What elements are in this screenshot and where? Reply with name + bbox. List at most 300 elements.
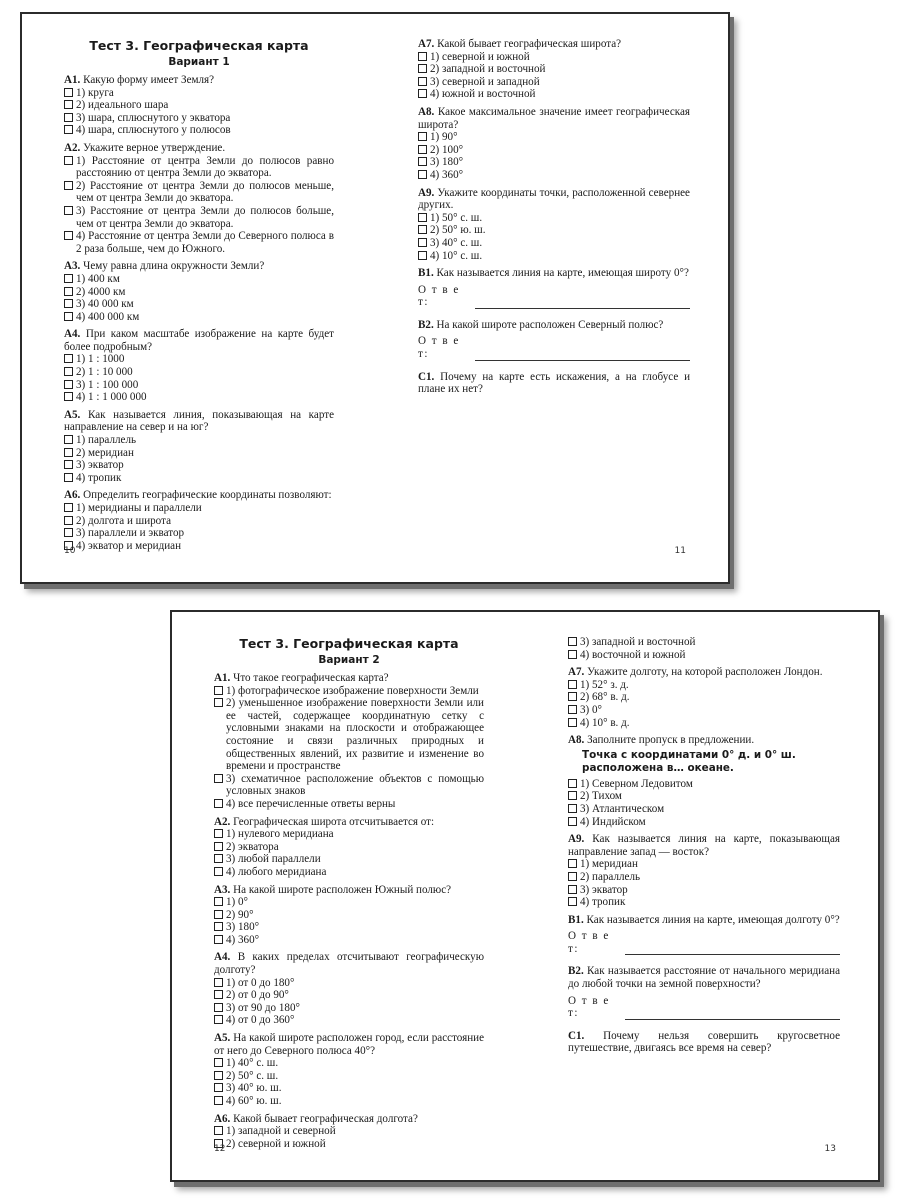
checkbox[interactable] bbox=[568, 779, 577, 788]
answer-option bbox=[214, 1057, 484, 1070]
answer-option bbox=[64, 124, 334, 137]
question-number: А4. bbox=[64, 328, 81, 341]
option-text: 1) западной и северной bbox=[226, 1125, 336, 1138]
question-text bbox=[214, 672, 484, 685]
checkbox[interactable] bbox=[568, 817, 577, 826]
question-number: А7. bbox=[418, 38, 435, 50]
variant-title: Вариант 1 bbox=[168, 56, 230, 68]
answer-option bbox=[418, 169, 690, 182]
question-text bbox=[418, 267, 690, 280]
checkbox[interactable] bbox=[214, 774, 223, 783]
answer-option bbox=[418, 156, 690, 169]
option-text: 4) от 0 до 360° bbox=[226, 1014, 295, 1027]
answer-option bbox=[214, 1095, 484, 1108]
question-number: А3. bbox=[214, 883, 231, 896]
option-text: 3) любой параллели bbox=[226, 853, 321, 866]
answer-option bbox=[214, 853, 484, 866]
question-text bbox=[214, 1113, 484, 1126]
checkbox[interactable] bbox=[214, 1003, 223, 1012]
option-text: 3) северной и западной bbox=[430, 75, 540, 88]
checkbox[interactable] bbox=[568, 897, 577, 906]
checkbox[interactable] bbox=[64, 312, 73, 321]
question-number: А8. bbox=[568, 734, 585, 747]
option-text: 2) экватора bbox=[226, 840, 279, 853]
question-text bbox=[418, 38, 690, 51]
answer-option bbox=[214, 773, 484, 798]
option-text: 2) от 0 до 90° bbox=[226, 989, 289, 1002]
answer-option bbox=[418, 51, 690, 64]
checkbox[interactable] bbox=[64, 100, 73, 109]
checkbox[interactable] bbox=[214, 1058, 223, 1067]
question-text bbox=[568, 734, 840, 747]
question-text bbox=[64, 260, 334, 273]
checkbox[interactable] bbox=[214, 867, 223, 876]
option-text: 2) параллель bbox=[580, 870, 641, 883]
question-label: Как называется линия на карте, имеющая широту 0°? bbox=[436, 267, 689, 280]
checkbox[interactable] bbox=[568, 692, 577, 701]
checkbox[interactable] bbox=[64, 435, 73, 444]
option-text: 2) 4000 км bbox=[76, 285, 126, 298]
question-label: Заполните пропуск в предложении. bbox=[587, 734, 755, 747]
question-label: Как называется расстояние от начального меридиана до любой точки на земной поверхности? bbox=[568, 965, 840, 991]
answer-option bbox=[214, 685, 484, 698]
checkbox[interactable] bbox=[214, 978, 223, 987]
page-left bbox=[214, 636, 484, 1155]
question bbox=[214, 951, 484, 1027]
checkbox[interactable] bbox=[64, 299, 73, 308]
question bbox=[418, 38, 690, 101]
checkbox[interactable] bbox=[214, 1126, 223, 1135]
answer-option bbox=[214, 1002, 484, 1015]
option-text: 4) 360° bbox=[226, 933, 260, 946]
option-text: 2) 100° bbox=[430, 143, 464, 156]
checkbox[interactable] bbox=[418, 157, 427, 166]
checkbox[interactable] bbox=[64, 367, 73, 376]
answer-option bbox=[418, 88, 690, 101]
answer-option bbox=[64, 353, 334, 366]
question-text bbox=[214, 884, 484, 897]
answer-label: О т в е т: bbox=[568, 930, 610, 955]
checkbox[interactable] bbox=[64, 231, 73, 240]
question bbox=[568, 734, 840, 828]
checkbox[interactable] bbox=[418, 77, 427, 86]
option-text: 3) 40 000 км bbox=[76, 298, 134, 311]
question-number: А1. bbox=[214, 672, 231, 684]
continued-options bbox=[568, 636, 840, 661]
answer-option bbox=[64, 447, 334, 460]
answer-option bbox=[64, 366, 334, 379]
option-text: 1) от 0 до 180° bbox=[226, 976, 295, 989]
question bbox=[214, 672, 484, 811]
answer-option bbox=[64, 311, 334, 324]
checkbox[interactable] bbox=[64, 113, 73, 122]
checkbox[interactable] bbox=[214, 686, 223, 695]
question-number: С1. bbox=[568, 1029, 585, 1042]
answer-option bbox=[64, 502, 334, 515]
option-text: 4) 400 000 км bbox=[76, 310, 140, 323]
spread-variant-2 bbox=[170, 610, 880, 1182]
answer-option bbox=[568, 649, 840, 662]
option-text: 1) 52° з. д. bbox=[580, 678, 629, 691]
checkbox[interactable] bbox=[568, 637, 577, 646]
option-text: 3) Атлантическом bbox=[580, 802, 665, 815]
checkbox[interactable] bbox=[64, 354, 73, 363]
question-label: Как называется линия на карте, имеющая долготу 0°? bbox=[586, 913, 840, 926]
question bbox=[64, 409, 334, 485]
answer-option bbox=[568, 691, 840, 704]
answer-field bbox=[418, 284, 690, 309]
answer-option bbox=[214, 866, 484, 879]
question-number: С1. bbox=[418, 370, 435, 383]
checkbox[interactable] bbox=[568, 650, 577, 659]
answer-option bbox=[214, 1070, 484, 1083]
checkbox[interactable] bbox=[418, 89, 427, 98]
test-title: Тест 3. Географическая карта bbox=[239, 636, 459, 651]
checkbox[interactable] bbox=[214, 842, 223, 851]
answer-option bbox=[214, 921, 484, 934]
checkbox[interactable] bbox=[64, 156, 73, 165]
answer-line[interactable] bbox=[475, 298, 690, 309]
question-label: Чему равна длина окружности Земли? bbox=[83, 260, 265, 273]
checkbox[interactable] bbox=[64, 206, 73, 215]
answer-option bbox=[568, 896, 840, 909]
option-text: 3) 180° bbox=[430, 156, 464, 169]
option-text: 2) долгота и широта bbox=[76, 514, 171, 527]
checkbox[interactable] bbox=[64, 380, 73, 389]
answer-option bbox=[64, 391, 334, 404]
checkbox[interactable] bbox=[214, 935, 223, 944]
answer-label: О т в е т: bbox=[568, 994, 610, 1020]
option-text: 2) 50° с. ш. bbox=[226, 1069, 279, 1082]
option-text: 1) 50° с. ш. bbox=[430, 211, 483, 224]
option-text: 4) экватор и меридиан bbox=[76, 539, 182, 552]
checkbox[interactable] bbox=[214, 1096, 223, 1105]
open-question bbox=[568, 965, 840, 1019]
option-text: 4) тропик bbox=[580, 896, 626, 909]
checkbox[interactable] bbox=[568, 705, 577, 714]
question-label: Что такое географическая карта? bbox=[233, 672, 389, 684]
question-text bbox=[418, 187, 690, 212]
question-label: В каких пределах отсчитывают географическую долготу? bbox=[214, 951, 484, 977]
option-text: 2) 1 : 10 000 bbox=[76, 366, 133, 379]
option-text: 3) схематичное расположение объектов с помощью условных знаков bbox=[226, 772, 484, 798]
question-text bbox=[418, 371, 690, 396]
checkbox[interactable] bbox=[214, 897, 223, 906]
page-number-right: 11 bbox=[674, 546, 686, 556]
checkbox[interactable] bbox=[214, 922, 223, 931]
option-text: 3) экватор bbox=[76, 459, 124, 472]
question-number: В2. bbox=[418, 318, 434, 331]
option-text: 3) экватор bbox=[580, 883, 628, 896]
answer-option bbox=[418, 224, 690, 237]
answer-option bbox=[214, 934, 484, 947]
checkbox[interactable] bbox=[418, 64, 427, 73]
answer-option bbox=[568, 679, 840, 692]
checkbox[interactable] bbox=[64, 460, 73, 469]
question-label: Определить географические координаты позволяют: bbox=[83, 489, 332, 502]
variant-title: Вариант 2 bbox=[318, 654, 380, 666]
answer-option bbox=[64, 230, 334, 255]
question-number: А2. bbox=[214, 815, 231, 828]
question-number: А8. bbox=[418, 105, 435, 118]
checkbox[interactable] bbox=[64, 274, 73, 283]
question bbox=[64, 489, 334, 552]
question bbox=[64, 260, 334, 323]
checkbox[interactable] bbox=[418, 52, 427, 61]
checkbox[interactable] bbox=[568, 872, 577, 881]
question-text bbox=[64, 142, 334, 155]
answer-option bbox=[214, 841, 484, 854]
checkbox[interactable] bbox=[418, 251, 427, 260]
checkbox[interactable] bbox=[214, 698, 223, 707]
option-text: 3) шара, сплюснутого у экватора bbox=[76, 111, 231, 124]
option-text: 2) Тихом bbox=[580, 790, 622, 803]
answer-option bbox=[214, 977, 484, 990]
answer-option bbox=[418, 63, 690, 76]
open-question bbox=[568, 914, 840, 956]
option-text: 2) уменьшенное изображение поверхности Земли или ее частей, содержащее координатную сетку с условными знаками на плоскости и отображающее состояние и связи различных природных и общественных явлений, их развитие и изменение во времени и пространстве bbox=[226, 697, 484, 773]
open-question bbox=[418, 267, 690, 309]
fill-in-statement: Точка с координатами 0° д. и 0° ш. расположена в… океане. bbox=[582, 748, 796, 774]
checkbox[interactable] bbox=[214, 799, 223, 808]
answer-option bbox=[568, 790, 840, 803]
answer-option bbox=[64, 472, 334, 485]
checkbox[interactable] bbox=[64, 287, 73, 296]
answer-field bbox=[418, 335, 690, 360]
option-text: 1) Расстояние от центра Земли до полюсов равно расстоянию от центра Земли до экватора. bbox=[76, 154, 334, 180]
question-number: В1. bbox=[418, 267, 434, 280]
question-number: А5. bbox=[64, 408, 81, 421]
option-text: 3) 0° bbox=[580, 703, 602, 716]
checkbox[interactable] bbox=[214, 1071, 223, 1080]
question-text bbox=[418, 319, 690, 332]
checkbox[interactable] bbox=[64, 528, 73, 537]
option-text: 4) восточной и южной bbox=[580, 648, 686, 661]
option-text: 3) Расстояние от центра Земли до полюсов больше, чем от центра Земли до экватора. bbox=[76, 204, 334, 230]
question-number: А9. bbox=[568, 833, 585, 846]
question-number: А3. bbox=[64, 260, 81, 273]
answer-option bbox=[568, 717, 840, 730]
question-number: А6. bbox=[64, 489, 81, 502]
question-text bbox=[64, 409, 334, 434]
page-number-left: 12 bbox=[214, 1144, 226, 1154]
option-text: 4) Индийском bbox=[580, 815, 646, 828]
answer-option bbox=[64, 527, 334, 540]
checkbox[interactable] bbox=[418, 213, 427, 222]
answer-option bbox=[418, 76, 690, 89]
answer-option bbox=[214, 1138, 484, 1151]
option-text: 2) северной и южной bbox=[226, 1137, 326, 1150]
option-text: 1) 90° bbox=[430, 131, 458, 144]
test-title: Тест 3. Географическая карта bbox=[89, 38, 309, 53]
answer-option bbox=[214, 909, 484, 922]
option-text: 1) параллель bbox=[76, 434, 137, 447]
open-question-c bbox=[418, 371, 690, 396]
option-text: 1) меридиан bbox=[580, 858, 638, 871]
question-text bbox=[214, 816, 484, 829]
checkbox[interactable] bbox=[568, 791, 577, 800]
checkbox[interactable] bbox=[418, 145, 427, 154]
checkbox[interactable] bbox=[214, 829, 223, 838]
checkbox[interactable] bbox=[64, 181, 73, 190]
question-label: Почему на карте есть искажения, а на глобусе и плане их нет? bbox=[418, 370, 691, 396]
checkbox[interactable] bbox=[568, 885, 577, 894]
question bbox=[214, 816, 484, 879]
option-text: 2) Расстояние от центра Земли до полюсов меньше, чем от центра Земли до экватора. bbox=[76, 179, 334, 205]
page-number-left: 10 bbox=[64, 546, 76, 556]
checkbox[interactable] bbox=[64, 503, 73, 512]
page-right bbox=[568, 636, 840, 1060]
option-text: 4) 60° ю. ш. bbox=[226, 1095, 282, 1107]
option-text: 4) 1 : 1 000 000 bbox=[76, 391, 147, 404]
question-number: А5. bbox=[214, 1032, 231, 1045]
checkbox[interactable] bbox=[64, 88, 73, 97]
checkbox[interactable] bbox=[64, 125, 73, 134]
option-text: 4) Расстояние от центра Земли до Северного полюса в 2 раза больше, чем до Южного. bbox=[76, 230, 334, 255]
option-text: 4) южной и восточной bbox=[430, 88, 536, 101]
answer-option bbox=[64, 298, 334, 311]
checkbox[interactable] bbox=[214, 990, 223, 999]
question-label: Географическая широта отсчитывается от: bbox=[233, 815, 435, 828]
option-text: 1) Северном Ледовитом bbox=[580, 777, 693, 790]
checkbox[interactable] bbox=[64, 448, 73, 457]
answer-option bbox=[64, 286, 334, 299]
answer-option bbox=[64, 99, 334, 112]
page-right bbox=[418, 38, 690, 401]
answer-option bbox=[418, 237, 690, 250]
question-text bbox=[568, 1030, 840, 1055]
question-label: На какой широте расположен Южный полюс? bbox=[233, 883, 452, 896]
checkbox[interactable] bbox=[64, 392, 73, 401]
question-label: При каком масштабе изображение на карте будет более подробным? bbox=[64, 328, 334, 353]
question-text bbox=[418, 106, 690, 131]
checkbox[interactable] bbox=[214, 1015, 223, 1024]
option-text: 4) 10° в. д. bbox=[580, 716, 630, 729]
question-label: На какой широте расположен Северный полюс? bbox=[436, 318, 664, 331]
answer-option bbox=[64, 459, 334, 472]
open-question bbox=[418, 319, 690, 361]
checkbox[interactable] bbox=[214, 910, 223, 919]
option-text: 2) идеального шара bbox=[76, 99, 169, 112]
option-text: 4) 360° bbox=[430, 168, 464, 181]
question-number: А6. bbox=[214, 1112, 231, 1125]
option-text: 1) 40° с. ш. bbox=[226, 1057, 279, 1070]
checkbox[interactable] bbox=[568, 859, 577, 868]
question bbox=[64, 328, 334, 404]
answer-option bbox=[64, 273, 334, 286]
question-label: Укажите верное утверждение. bbox=[83, 141, 226, 154]
question-text bbox=[64, 74, 334, 87]
question-number: В1. bbox=[568, 913, 584, 926]
question-number: А4. bbox=[214, 951, 231, 964]
checkbox[interactable] bbox=[418, 170, 427, 179]
question bbox=[214, 1032, 484, 1108]
open-question-c bbox=[568, 1030, 840, 1055]
question-number: А1. bbox=[64, 74, 81, 86]
question bbox=[568, 833, 840, 909]
option-text: 4) все перечисленные ответы верны bbox=[226, 797, 396, 810]
answer-line[interactable] bbox=[625, 944, 840, 955]
option-text: 3) 180° bbox=[226, 921, 260, 934]
option-text: 1) круга bbox=[76, 86, 114, 99]
answer-option bbox=[568, 778, 840, 791]
option-text: 3) 40° ю. ш. bbox=[226, 1082, 282, 1095]
answer-option bbox=[64, 205, 334, 230]
answer-option bbox=[214, 1014, 484, 1027]
answer-option bbox=[214, 828, 484, 841]
answer-option bbox=[64, 87, 334, 100]
answer-option bbox=[64, 434, 334, 447]
option-text: 3) западной и восточной bbox=[580, 636, 696, 648]
question-number: А7. bbox=[568, 666, 585, 679]
checkbox[interactable] bbox=[214, 854, 223, 863]
answer-option bbox=[568, 816, 840, 829]
question-label: Как называется линия, показывающая на карте направление на север и на юг? bbox=[64, 408, 334, 434]
answer-option bbox=[64, 112, 334, 125]
question-label: Укажите долготу, на которой расположен Лондон. bbox=[587, 666, 823, 679]
option-text: 2) 68° в. д. bbox=[580, 691, 630, 704]
checkbox[interactable] bbox=[568, 680, 577, 689]
question-number: А9. bbox=[418, 186, 435, 199]
checkbox[interactable] bbox=[568, 804, 577, 813]
question-text bbox=[568, 833, 840, 858]
question-number: А2. bbox=[64, 141, 81, 154]
checkbox[interactable] bbox=[64, 473, 73, 482]
answer-option bbox=[568, 871, 840, 884]
option-text: 3) от 90 до 180° bbox=[226, 1001, 300, 1014]
option-text: 2) меридиан bbox=[76, 446, 134, 459]
question-label: Какой бывает географическая широта? bbox=[437, 38, 622, 50]
spread-variant-1 bbox=[20, 12, 730, 584]
option-text: 2) 50° ю. ш. bbox=[430, 224, 486, 237]
answer-option bbox=[64, 379, 334, 392]
question-text bbox=[214, 951, 484, 976]
checkbox[interactable] bbox=[418, 132, 427, 141]
answer-line[interactable] bbox=[625, 1009, 840, 1020]
option-text: 4) шара, сплюснутого у полюсов bbox=[76, 124, 231, 137]
answer-option bbox=[568, 704, 840, 717]
checkbox[interactable] bbox=[64, 516, 73, 525]
option-text: 1) 0° bbox=[226, 896, 248, 909]
answer-option bbox=[214, 896, 484, 909]
checkbox[interactable] bbox=[418, 225, 427, 234]
checkbox[interactable] bbox=[418, 238, 427, 247]
question-text bbox=[568, 666, 840, 679]
option-text: 2) западной и восточной bbox=[430, 63, 546, 76]
option-text: 3) параллели и экватор bbox=[76, 527, 185, 540]
checkbox[interactable] bbox=[214, 1083, 223, 1092]
answer-field bbox=[568, 995, 840, 1020]
answer-label: О т в е т: bbox=[418, 335, 460, 361]
answer-line[interactable] bbox=[475, 350, 690, 361]
checkbox[interactable] bbox=[568, 718, 577, 727]
question-text bbox=[568, 965, 840, 990]
question-label: Какой бывает географическая долгота? bbox=[233, 1112, 418, 1125]
option-text: 4) тропик bbox=[76, 471, 122, 484]
answer-option bbox=[418, 212, 690, 225]
page-left bbox=[64, 38, 334, 557]
answer-option bbox=[568, 884, 840, 897]
answer-option bbox=[214, 989, 484, 1002]
question bbox=[64, 142, 334, 255]
answer-option bbox=[64, 515, 334, 528]
answer-option bbox=[64, 540, 334, 553]
answer-option bbox=[418, 144, 690, 157]
option-text: 1) 1 : 1000 bbox=[76, 353, 125, 366]
option-text: 1) фотографическое изображение поверхности Земли bbox=[226, 684, 479, 697]
answer-option bbox=[214, 697, 484, 773]
answer-option bbox=[214, 1125, 484, 1138]
